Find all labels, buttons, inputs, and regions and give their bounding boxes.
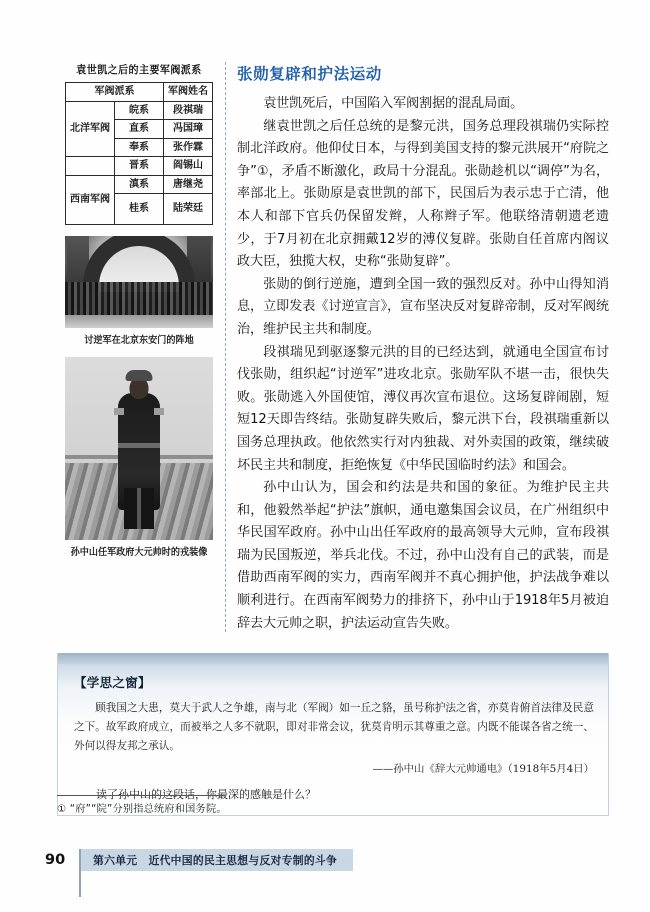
page-number: 90 — [45, 852, 66, 868]
photo-ground — [65, 315, 213, 328]
study-window-box — [57, 653, 609, 816]
faction-cell: 滇系 — [115, 175, 164, 194]
photo-epaulette-right — [154, 408, 164, 415]
faction-cell: 直系 — [115, 120, 164, 139]
paragraph: 段祺瑞见到驱逐黎元洪的目的已经达到，就通电全国宣布讨伐张勋，组织起“讨逆军”进攻北京。张勋军队不堪一击，很快失败。张勋逃入外国使馆，溥仪再次宣布退位。这场复辟闹剧，短短12天即告终结。张勋复辟失败后，黎元洪下台，段祺瑞重新以国务总理执政。他依然实行对内独裁、对外卖国的政策，继续破坏民主共和制度，拒绝恢复《中华民国临时约法》和国会。 — [237, 344, 609, 473]
left-column — [57, 62, 221, 558]
footer-accent-bar — [79, 871, 81, 897]
photo-figure-hat — [126, 370, 153, 381]
paragraph: 张勋的倒行逆施，遭到全国一致的强烈反对。孙中山得知消息，立即发表《讨逆宣言》，宣布坚决反对复辟帝制，反对军阀统治，维护民主共和制度。 — [237, 276, 609, 337]
person-cell: 唐继尧 — [164, 175, 213, 194]
faction-cell: 晋系 — [115, 157, 164, 176]
article-column — [237, 62, 609, 635]
paragraph: 袁世凯死后，中国陷入军阀割据的混乱局面。 — [263, 96, 524, 111]
page-footer — [45, 849, 353, 871]
photo-block-1 — [57, 236, 221, 346]
paragraph: 继袁世凯之后任总统的是黎元洪，国务总理段祺瑞仍实际控制北洋政府。他仰仗日本，与得到美国支持的黎元洪展开“府院之争”①，矛盾不断激化，政局十分混乱。张勋趁机以“调停”为名，率部北上。张勋原是袁世凯的部下，民国后为表示忠于亡清，他本人和部下官兵仍保留发辫，人称辫子军。他联络清朝遗老遗少，于7月初在北京拥戴12岁的溥仪复辟。张勋自任首席内阁议政大臣，独揽大权，史称“张勋复辟”。 — [237, 118, 609, 270]
table-row — [66, 101, 213, 120]
table-header-row — [66, 83, 213, 102]
footnote-rule — [57, 795, 225, 796]
table-header-person: 军阀姓名 — [164, 83, 213, 102]
footnote-text: ① “府”“院”分别指总统府和国务院。 — [57, 804, 227, 815]
group-label-empty — [66, 157, 115, 176]
photo-soldiers — [65, 282, 213, 316]
photo-figure-belt — [118, 443, 160, 448]
faction-cell: 奉系 — [115, 138, 164, 157]
photo-caption-1: 讨逆军在北京东安门的阵地 — [84, 334, 194, 346]
photo-caption-2: 孙中山任军政府大元帅时的戎装像 — [70, 546, 208, 558]
table-caption: 袁世凯之后的主要军阀派系 — [76, 64, 202, 76]
study-window-source: ——孙中山《辞大元帅通电》（1918年5月4日） — [372, 763, 594, 775]
study-window-title: 【学思之窗】 — [74, 675, 151, 690]
group-label-beiyang: 北洋军阀 — [66, 101, 115, 157]
photo-epaulette-left — [114, 408, 124, 415]
study-window-quote: 顾我国之大患，莫大于武人之争雄，南与北（军阀）如一丘之貉，虽号称护法之省，亦莫肯俯首法律及民意之下。故军政府成立，而被举之人多不就职，即对非常会议，犹莫肯明示其尊重之意。内既不能谋各省之统一、外何以得友邦之承认。 — [74, 702, 594, 752]
faction-cell: 桂系 — [115, 194, 164, 225]
photo-block-2 — [57, 357, 221, 558]
faction-cell: 皖系 — [115, 101, 164, 120]
table-row — [66, 157, 213, 176]
table-row — [66, 175, 213, 194]
person-cell: 阎锡山 — [164, 157, 213, 176]
photo-taoni-army — [65, 236, 213, 328]
column-separator — [225, 62, 226, 632]
warlord-faction-table — [65, 82, 213, 225]
person-cell: 冯国璋 — [164, 120, 213, 139]
photo-sun-yatsen-uniform — [65, 357, 213, 540]
study-window-question: 读了孙中山的这段话，你最深的感触是什么？ — [96, 788, 316, 801]
unit-title-bar: 第六单元 近代中国的民主思想与反对专制的斗争 — [79, 849, 353, 871]
paragraph: 孙中山认为，国会和约法是共和国的象征。为维护民主共和，他毅然举起“护法”旗帜，通电邀集国会议员，在广州组织中华民国军政府。孙中山出任军政府的最高领导大元帅，宣布段祺瑞为民国叛逆，举兵北伐。不过，孙中山没有自己的武装，而是借助西南军阀的实力，西南军阀并不真心拥护他，护法战争难以顺利进行。在西南军阀势力的排挤下，孙中山于1918年5月被迫辞去大元帅之职，护法运动宣告失败。 — [237, 480, 609, 631]
photo-figure-legs — [124, 488, 154, 528]
person-cell: 段祺瑞 — [164, 101, 213, 120]
page-title: 张勋复辟和护法运动 — [237, 65, 382, 83]
person-cell: 张作霖 — [164, 138, 213, 157]
table-header-faction: 军阀派系 — [66, 83, 164, 102]
group-label-xinan: 西南军阀 — [66, 175, 115, 224]
person-cell: 陆荣廷 — [164, 194, 213, 225]
